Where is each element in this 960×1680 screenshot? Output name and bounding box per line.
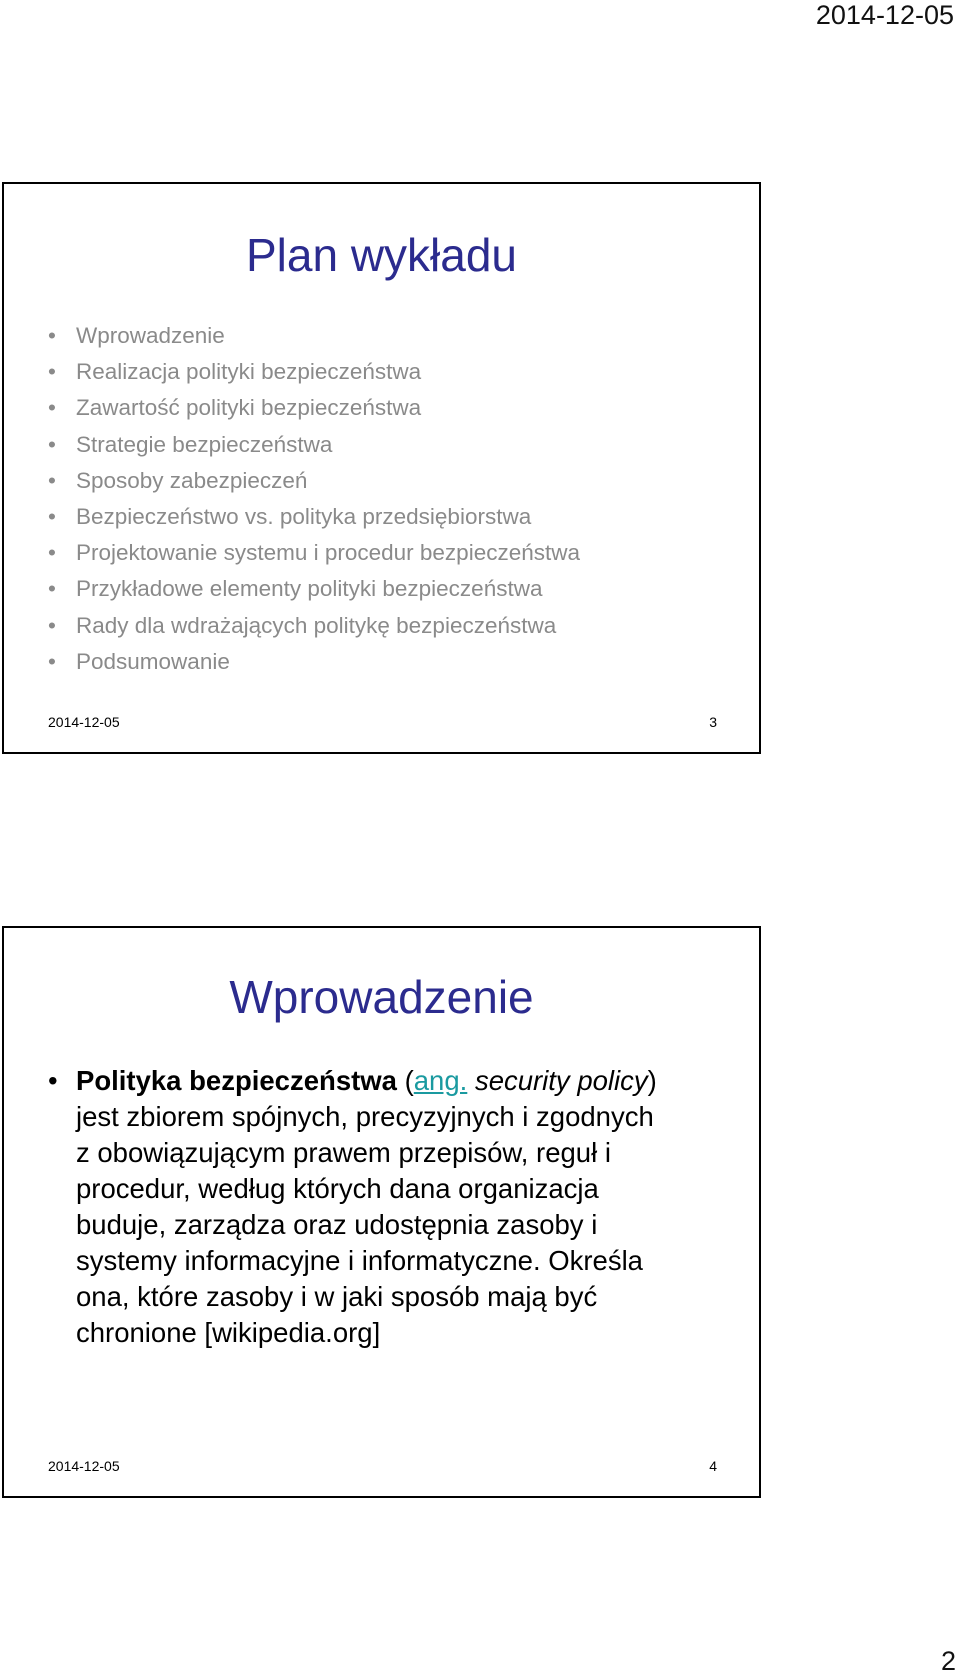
agenda-list <box>48 318 580 680</box>
bullet-icon: • <box>48 504 56 530</box>
list-item: • Bezpieczeństwo vs. polityka przedsiębiorstwa <box>48 499 580 535</box>
bullet-icon: • <box>48 1065 58 1096</box>
bullet-icon: • <box>48 612 56 638</box>
ang-link[interactable]: ang. <box>413 1065 468 1096</box>
bullet-icon: • <box>48 359 56 385</box>
list-item: • Podsumowanie <box>48 644 580 680</box>
list-item: • Wprowadzenie <box>48 318 580 354</box>
bullet-icon: • <box>48 323 56 348</box>
slide-title: Wprowadzenie <box>229 971 534 1023</box>
text-line: procedur, według których dana organizacja <box>76 1173 599 1204</box>
definition-paragraph <box>48 1063 728 1351</box>
slide-footer-date: 2014-12-05 <box>48 1458 120 1474</box>
list-item: • Realizacja polityki bezpieczeństwa <box>48 354 580 390</box>
bullet-icon: • <box>48 395 56 421</box>
text-line: chronione [wikipedia.org] <box>76 1317 381 1348</box>
text-line: systemy informacyjne i informatyczne. Określa <box>76 1245 643 1276</box>
slide-footer-date: 2014-12-05 <box>48 714 120 730</box>
english-term: security policy <box>474 1065 648 1096</box>
slide-footer-number: 3 <box>709 714 717 730</box>
bullet-icon: • <box>48 431 56 457</box>
page-number: 2 <box>940 1646 956 1676</box>
list-item: • Projektowanie systemu i procedur bezpieczeństwa <box>48 535 580 571</box>
term-label: Polityka bezpieczeństwa <box>76 1065 397 1096</box>
slide-plan <box>2 182 761 754</box>
bullet-icon: • <box>48 648 56 674</box>
bullet-icon: • <box>48 467 56 493</box>
list-item: • Przykładowe elementy polityki bezpieczeństwa <box>48 571 580 607</box>
definition-first-line: Polityka bezpieczeństwa (ang. security policy) <box>76 1065 657 1096</box>
page-header-date: 2014-12-05 <box>815 0 954 30</box>
list-item: • Zawartość polityki bezpieczeństwa <box>48 390 580 426</box>
text-line: ona, które zasoby i w jaki sposób mają być <box>76 1281 598 1312</box>
list-item: • Rady dla wdrażających politykę bezpieczeństwa <box>48 608 580 644</box>
list-item: • Sposoby zabezpieczeń <box>48 463 580 499</box>
bullet-icon: • <box>48 576 56 602</box>
text-line: buduje, zarządza oraz udostępnia zasoby i <box>76 1209 598 1240</box>
text-line: z obowiązującym prawem przepisów, reguł i <box>76 1137 611 1168</box>
text-line: jest zbiorem spójnych, precyzyjnych i zgodnych <box>76 1101 654 1132</box>
bullet-icon: • <box>48 540 56 566</box>
definition-body <box>48 1099 728 1351</box>
slide-title: Plan wykładu <box>245 229 518 281</box>
slide-footer-number: 4 <box>709 1458 717 1474</box>
list-item: • Strategie bezpieczeństwa <box>48 427 580 463</box>
slide-introduction <box>2 926 761 1498</box>
